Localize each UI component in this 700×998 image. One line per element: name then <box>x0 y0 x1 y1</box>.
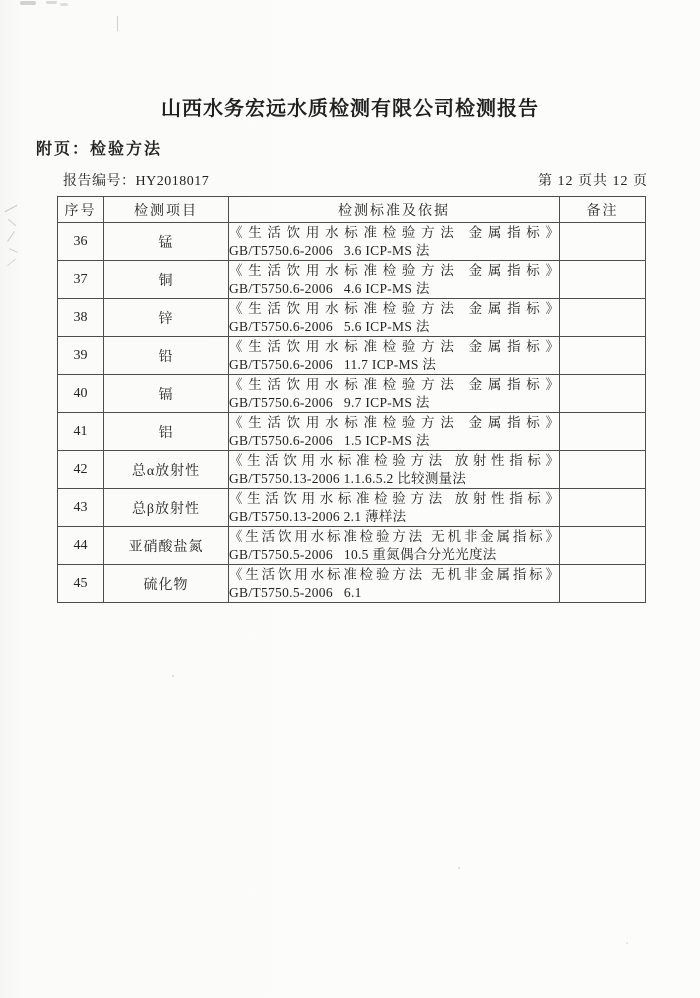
cell-standard <box>229 527 560 565</box>
cell-standard <box>229 489 560 527</box>
standard-code-line: GB/T5750.6-2006 1.5 ICP-MS 法 <box>229 432 430 448</box>
cell-standard <box>229 299 560 337</box>
pencil-scribble <box>7 259 16 267</box>
scan-smudge <box>20 1 36 5</box>
cell-test-item: 铜 <box>104 261 229 299</box>
standard-code-line: GB/T5750.13-2006 1.1.6.5.2 比较测量法 <box>229 470 467 486</box>
table-row <box>58 337 646 375</box>
cell-test-item: 铝 <box>104 413 229 451</box>
standard-code-line: GB/T5750.13-2006 2.1 薄样法 <box>229 508 407 524</box>
cell-seq-no: 43 <box>58 489 104 527</box>
cell-seq-no: 44 <box>58 527 104 565</box>
table-row <box>58 565 646 603</box>
cell-remark <box>560 261 646 299</box>
cell-remark <box>560 413 646 451</box>
cell-standard <box>229 337 560 375</box>
scan-speck <box>458 867 460 869</box>
cell-remark <box>560 337 646 375</box>
pencil-scribble <box>9 248 18 253</box>
col-header-seq: 序号 <box>58 197 104 223</box>
cell-test-item: 镉 <box>104 375 229 413</box>
standard-title-line: 《生活饮用水标准检验方法 无机非金属指标》 <box>229 528 559 544</box>
table-header-row <box>58 197 646 223</box>
standard-title-line: 《生活饮用水标准检验方法 放射性指标》 <box>229 452 559 468</box>
standard-title-line: 《生活饮用水标准检验方法 金属指标》 <box>229 414 559 430</box>
test-methods-table <box>57 196 646 603</box>
table-row <box>58 299 646 337</box>
cell-standard <box>229 451 560 489</box>
cell-remark <box>560 451 646 489</box>
page-title: 山西水务宏远水质检测有限公司检测报告 <box>161 98 539 120</box>
standard-code-line: GB/T5750.6-2006 5.6 ICP-MS 法 <box>229 318 430 334</box>
table-row <box>58 451 646 489</box>
scan-speck <box>626 942 628 944</box>
report-number: 报告编号：HY2018017 <box>63 174 210 189</box>
standard-title-line: 《生活饮用水标准检验方法 金属指标》 <box>229 224 559 240</box>
cell-test-item: 硫化物 <box>104 565 229 603</box>
cell-seq-no: 37 <box>58 261 104 299</box>
cell-seq-no: 38 <box>58 299 104 337</box>
pencil-scribble <box>5 205 18 212</box>
cell-remark <box>560 527 646 565</box>
cell-seq-no: 36 <box>58 223 104 261</box>
standard-title-line: 《生活饮用水标准检验方法 金属指标》 <box>229 338 559 354</box>
cell-standard <box>229 223 560 261</box>
table-row <box>58 375 646 413</box>
standard-title-line: 《生活饮用水标准检验方法 金属指标》 <box>229 300 559 316</box>
cell-standard <box>229 565 560 603</box>
cell-test-item: 亚硝酸盐氮 <box>104 527 229 565</box>
cell-remark <box>560 299 646 337</box>
cell-seq-no: 39 <box>58 337 104 375</box>
col-header-standard: 检测标准及依据 <box>229 197 560 223</box>
cell-seq-no: 41 <box>58 413 104 451</box>
table-row <box>58 527 646 565</box>
standard-code-line: GB/T5750.5-2006 6.1 <box>229 584 362 600</box>
cell-standard <box>229 261 560 299</box>
cell-remark <box>560 223 646 261</box>
table-row <box>58 489 646 527</box>
standard-code-line: GB/T5750.5-2006 10.5 重氮偶合分光光度法 <box>229 546 497 562</box>
standard-code-line: GB/T5750.6-2006 3.6 ICP-MS 法 <box>229 242 430 258</box>
cell-seq-no: 45 <box>58 565 104 603</box>
pencil-scribble <box>7 231 15 241</box>
table-row <box>58 223 646 261</box>
cell-test-item: 总β放射性 <box>104 489 229 527</box>
cell-test-item: 铅 <box>104 337 229 375</box>
pencil-scribble <box>8 219 16 226</box>
col-header-item: 检测项目 <box>104 197 229 223</box>
cell-seq-no: 40 <box>58 375 104 413</box>
standard-title-line: 《生活饮用水标准检验方法 无机非金属指标》 <box>229 566 559 582</box>
standard-title-line: 《生活饮用水标准检验方法 金属指标》 <box>229 262 559 278</box>
scan-smudge <box>60 3 68 6</box>
standard-code-line: GB/T5750.6-2006 11.7 ICP-MS 法 <box>229 356 437 372</box>
standard-code-line: GB/T5750.6-2006 9.7 ICP-MS 法 <box>229 394 430 410</box>
table-body <box>58 223 646 603</box>
col-header-remark: 备注 <box>560 197 646 223</box>
scan-smudge <box>117 16 118 31</box>
appendix-label: 附页：检验方法 <box>36 141 163 158</box>
standard-code-line: GB/T5750.6-2006 4.6 ICP-MS 法 <box>229 280 430 296</box>
cell-standard <box>229 413 560 451</box>
standard-title-line: 《生活饮用水标准检验方法 放射性指标》 <box>229 490 559 506</box>
cell-standard <box>229 375 560 413</box>
table-row <box>58 413 646 451</box>
standard-title-line: 《生活饮用水标准检验方法 金属指标》 <box>229 376 559 392</box>
cell-seq-no: 42 <box>58 451 104 489</box>
scan-smudge <box>46 1 57 4</box>
cell-remark <box>560 375 646 413</box>
table-row <box>58 261 646 299</box>
cell-test-item: 总α放射性 <box>104 451 229 489</box>
cell-test-item: 锰 <box>104 223 229 261</box>
page-indicator: 第 12 页共 12 页 <box>538 174 648 189</box>
report-meta-row <box>63 170 648 190</box>
cell-remark <box>560 565 646 603</box>
scan-speck <box>172 675 174 677</box>
cell-test-item: 锌 <box>104 299 229 337</box>
cell-remark <box>560 489 646 527</box>
